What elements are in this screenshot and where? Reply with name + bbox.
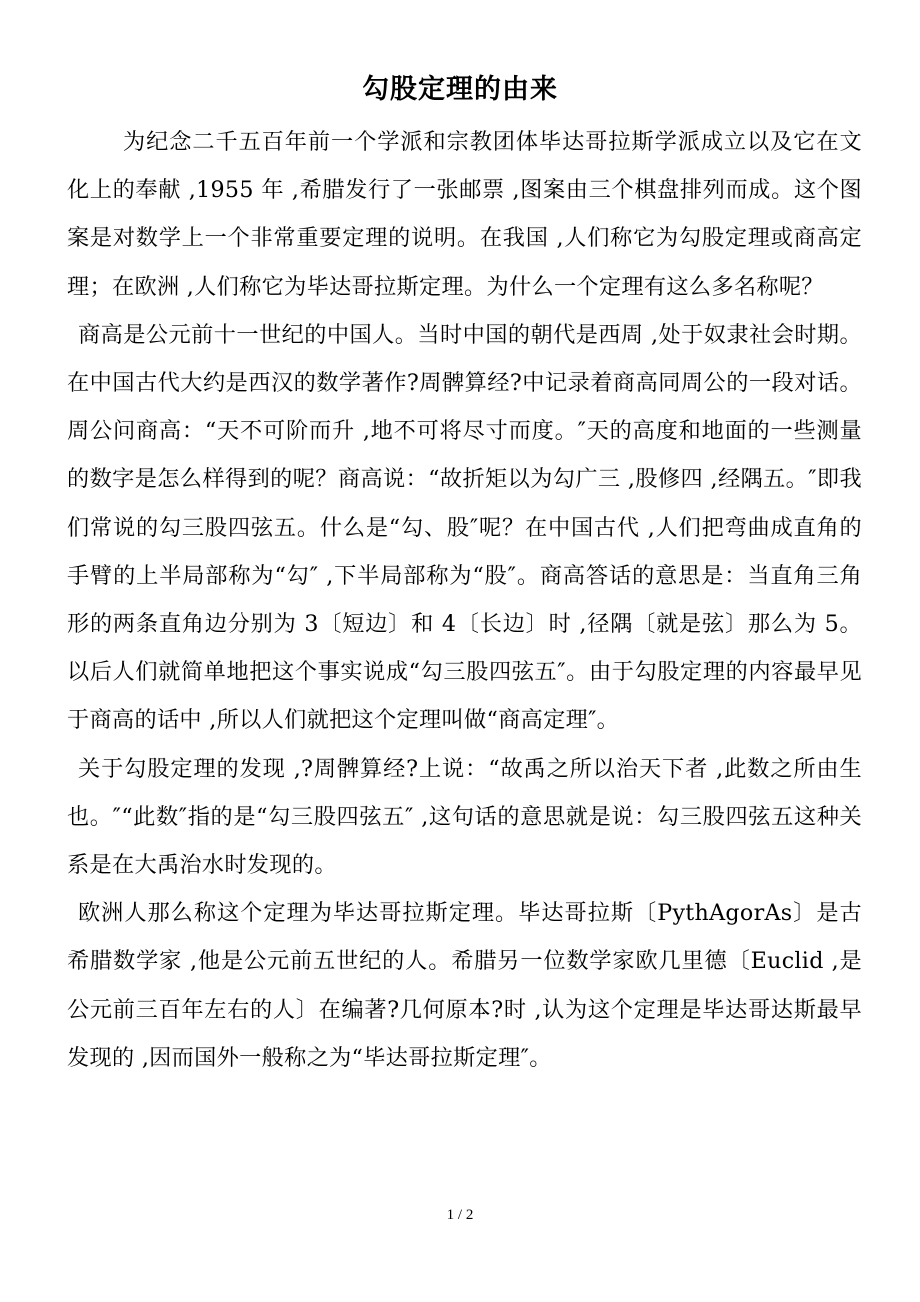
paragraph-discovery: 关于勾股定理的发现 ,?周髀算经?上说：“故禹之所以治天下者 ,此数之所由生也。″“此数″指的是“勾三股四弦五″ ,这句话的意思就是说：勾三股四弦五这种关系是在大禹治水时发现的。	[67, 755, 862, 879]
paragraph-stamp-intro: 为纪念二千五百年前一个学派和宗教团体毕达哥拉斯学派成立以及它在文化上的奉献 ,1955 年 ,希腊发行了一张邮票 ,图案由三个棋盘排列而成。这个图案是对数学上一个非常重要定理的说明。在我国 ,人们称它为勾股定理或商高定理；在欧洲 ,人们称它为毕达哥拉斯定理。为什么一个定理有这么多名称呢？	[67, 129, 862, 300]
paragraph-shang-gao: 商高是公元前十一世纪的中国人。当时中国的朝代是西周 ,处于奴隶社会时期。在中国古代大约是西汉的数学著作?周髀算经?中记录着商高同周公的一段对话。周公问商高：“天不可阶而升 ,地不可将尽寸而度。″天的高度和地面的一些测量的数字是怎么样得到的呢？商高说：“故折矩以为勾广三 ,股修四 ,经隅五。″即我们常说的勾三股四弦五。什么是“勾、股″呢？在中国古代 ,人们把弯曲成直角的手臂的上半局部称为“勾″ ,下半局部称为“股″。商高答话的意思是：当直角三角形的两条直角边分别为 3〔短边〕和 4〔长边〕时 ,径隅〔就是弦〕那么为 5。以后人们就简单地把这个事实说成“勾三股四弦五″。由于勾股定理的内容最早见于商高的话中 ,所以人们就把这个定理叫做“商高定理″。	[67, 321, 862, 734]
document-body	[67, 118, 862, 1082]
paragraph-pythagoras: 欧洲人那么称这个定理为毕达哥拉斯定理。毕达哥拉斯〔PythAgorAs〕是古希腊数学家 ,他是公元前五世纪的人。希腊另一位数学家欧几里德〔Euclid ,是公元前三百年左右的人〕在编著?几何原本?时 ,认为这个定理是毕达哥达斯最早发现的 ,因而国外一般称之为“毕达哥拉斯定理″。	[67, 900, 862, 1071]
page-number: 1 / 2	[446, 1207, 474, 1223]
document-title: 勾股定理的由来	[362, 74, 558, 105]
